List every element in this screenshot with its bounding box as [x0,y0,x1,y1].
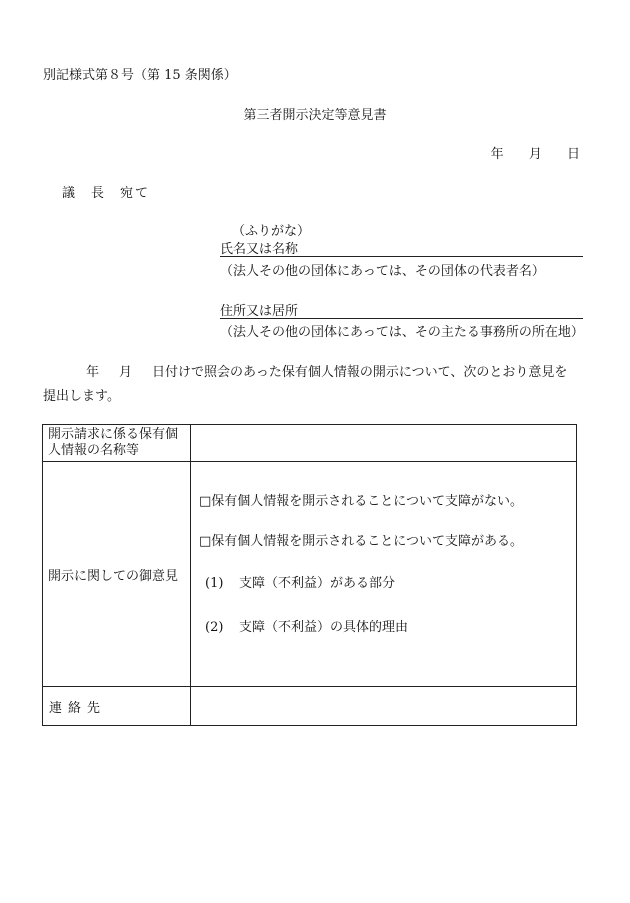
body-month: 月 [119,365,133,380]
item-problem-reason-text: 支障（不利益）の具体的理由 [239,620,409,635]
item-problem-reason-number: (2) [205,620,224,635]
name-note: （法人その他の団体にあっては、その団体の代表者名） [220,264,545,279]
info-name-label-line2: 人情報の名称等 [48,443,140,458]
addressee-word3: 宛て [120,186,151,201]
address-underline[interactable] [220,318,583,319]
address-label: 住所又は居所 [220,304,299,319]
info-name-input-cell[interactable] [191,425,577,462]
item-problem-part-number: (1) [205,576,224,591]
opinion-content-cell[interactable] [191,462,577,687]
date-year: 年 [490,147,506,162]
info-name-label-cell [43,425,191,462]
name-label: 氏名又は名称 [220,242,299,257]
date-line [474,143,582,162]
contact-input-cell[interactable] [191,687,577,726]
body-year: 年 [86,365,100,380]
info-name-label-line1: 開示請求に係る保有個 [48,427,179,442]
table-row [43,425,577,462]
date-day: 日 [566,147,582,162]
table-row [43,687,577,726]
contact-label: 連絡先 [49,700,107,716]
contact-label-cell [43,687,191,726]
table-row [43,462,577,687]
form-number: 別記様式第８号（第 15 条関係） [43,68,237,83]
body-line-2: 提出します。 [43,389,120,404]
opinion-table [42,424,577,726]
furigana-label: （ふりがな） [232,224,311,239]
opinion-label: 開示に関しての御意見 [48,568,179,584]
item-problem-part-text: 支障（不利益）がある部分 [239,576,396,591]
body-line-1 [86,361,567,380]
item-problem-part [205,572,395,591]
option-problem-checkbox[interactable]: □保有個人情報を開示されることについて支障がある。 [199,534,524,549]
document-title: 第三者開示決定等意見書 [243,108,387,123]
address-note: （法人その他の団体にあっては、その主たる事務所の所在地） [220,325,584,340]
addressee [62,182,150,201]
name-underline[interactable] [220,256,583,257]
opinion-label-cell [43,462,191,687]
date-month: 月 [528,147,544,162]
item-problem-reason [205,616,408,635]
addressee-word2: 長 [91,186,107,201]
body-text: 日付けで照会のあった保有個人情報の開示について、次のとおり意見を [152,365,568,380]
addressee-word1: 議 [62,186,78,201]
option-no-problem-checkbox[interactable]: □保有個人情報を開示されることについて支障がない。 [199,494,524,509]
